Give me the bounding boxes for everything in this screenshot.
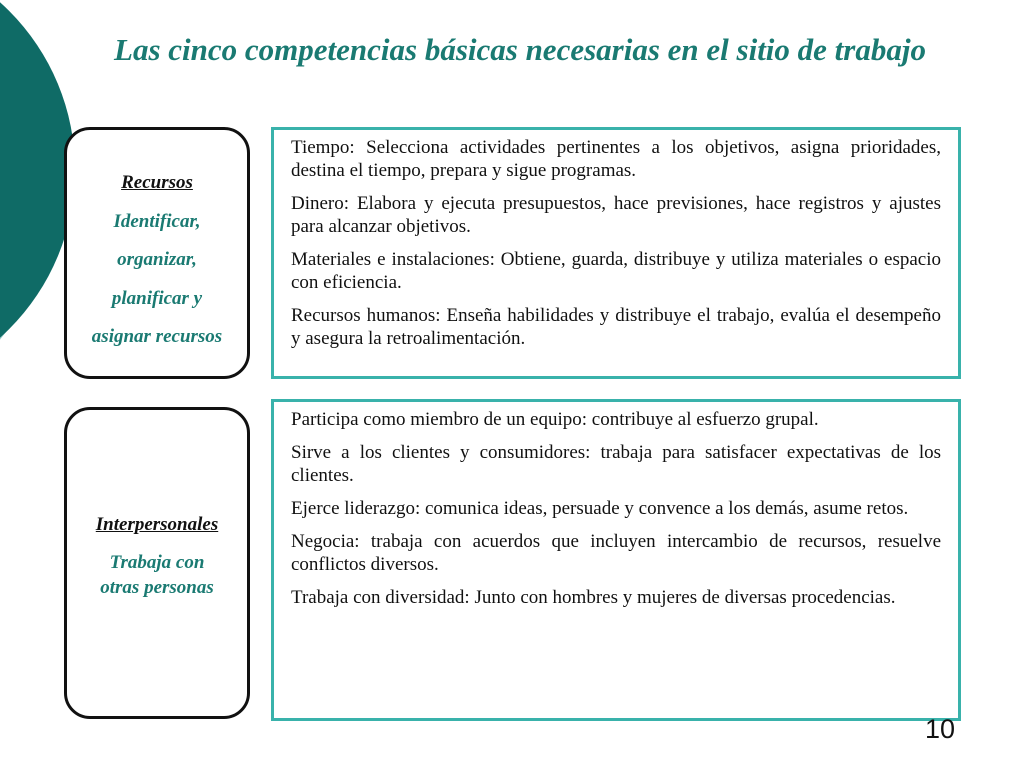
competency-item: Participa como miembro de un equipo: contribuye al esfuerzo grupal. bbox=[291, 409, 819, 430]
competency-item: Tiempo: Selecciona actividades pertinentes a los objetivos, asigna prioridades, destina el tiempo, prepara y sigue programas. bbox=[291, 137, 941, 181]
description-box-interpersonales bbox=[271, 399, 961, 721]
label-box-recursos bbox=[64, 127, 250, 379]
section-subtitle-line: otras personas bbox=[100, 577, 214, 598]
competency-item: Trabaja con diversidad: Junto con hombres y mujeres de diversas procedencias. bbox=[291, 587, 896, 608]
slide-title: Las cinco competencias básicas necesarias en el sitio de trabajo bbox=[114, 32, 926, 67]
label-box-interpersonales bbox=[64, 407, 250, 719]
competency-item: Dinero: Elabora y ejecuta presupuestos, hace previsiones, hace registros y ajustes para alcanzar objetivos. bbox=[291, 193, 941, 237]
competency-item: Sirve a los clientes y consumidores: trabaja para satisfacer expectativas de los clientes. bbox=[291, 442, 941, 486]
section-subtitle-line: Trabaja con bbox=[109, 551, 205, 573]
description-box-recursos bbox=[271, 127, 961, 379]
competency-item: Ejerce liderazgo: comunica ideas, persuade y convence a los demás, asume retos. bbox=[291, 498, 909, 519]
competency-item: Recursos humanos: Enseña habilidades y distribuye el trabajo, evalúa el desempeño y asegura la retroalimentación. bbox=[291, 305, 941, 349]
section-subtitle-line: Identificar, bbox=[113, 210, 201, 232]
section-subtitle-line: organizar, bbox=[117, 249, 197, 270]
section-subtitle-line: planificar y bbox=[111, 287, 203, 309]
competency-item: Negocia: trabaja con acuerdos que incluyen intercambio de recursos, resuelve conflictos diversos. bbox=[291, 531, 941, 575]
competency-item: Materiales e instalaciones: Obtiene, guarda, distribuye y utiliza materiales o espacio con eficiencia. bbox=[291, 249, 941, 293]
section-subtitle-line: asignar recursos bbox=[91, 326, 223, 347]
page-number: 10 bbox=[925, 714, 956, 744]
section-heading: Interpersonales bbox=[95, 514, 219, 535]
section-heading: Recursos bbox=[121, 172, 193, 193]
